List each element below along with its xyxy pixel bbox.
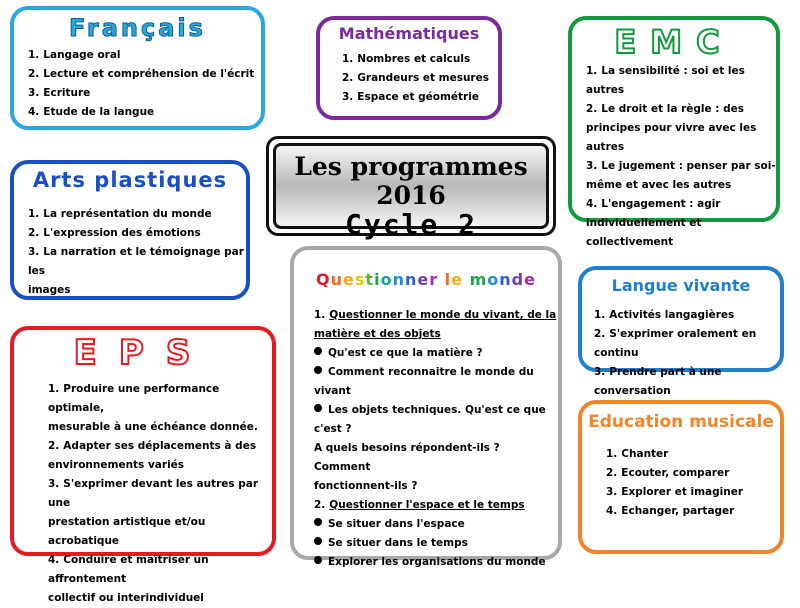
monde-title-letter: o [380, 270, 393, 289]
monde-title-letter: e [417, 270, 430, 289]
musique-list [606, 445, 780, 521]
monde-text: A quels besoins répondent-ils ? Comment fonctionnent-ils ? [314, 442, 500, 492]
list-item: 2. Lecture et compréhension de l'écrit [28, 68, 255, 80]
francais-list [28, 46, 261, 122]
monde-section-2: 2. Questionner l'espace et le temps [314, 499, 525, 511]
list-item: 2. S'exprimer oralement en continu [594, 328, 757, 359]
center-title-line1: Les programmes 2016 [294, 152, 528, 210]
bullet-icon [314, 556, 322, 564]
eps-list [48, 380, 272, 608]
list-item: 3. Espace et géométrie [342, 91, 479, 103]
arts-list [28, 205, 246, 300]
list-item: 1. Nombres et calculs [342, 53, 471, 65]
maths-box [316, 16, 502, 120]
list-item: 1. La sensibilité : soi et les autres [586, 65, 745, 96]
monde-title-letter: o [487, 270, 500, 289]
list-item: Comment reconnaitre le monde du vivant [314, 366, 534, 397]
center-title-line2: Cycle 2 [344, 208, 477, 241]
monde-title-letter: e [451, 270, 464, 289]
list-item: 1. Produire une performance optimale, mesurable à une échéance donnée. [48, 383, 258, 433]
monde-title-letter [438, 270, 445, 289]
list-item: 3. Le jugement : penser par soi- même et avec les autres [586, 160, 776, 191]
bullet-icon [314, 347, 322, 355]
monde-title-letter: d [511, 270, 525, 289]
monde-box [290, 246, 562, 568]
list-item: 2. Adapter ses déplacements à des environnements variés [48, 440, 257, 471]
list-item: Se situer dans l'espace [314, 515, 558, 534]
monde-title-letter: n [499, 270, 512, 289]
list-item: 1. Activités langagières [594, 309, 735, 321]
monde-title-letter: r [429, 270, 439, 289]
list-item: 2. L'expression des émotions [28, 227, 201, 239]
list-item: 3. Ecriture [28, 87, 91, 99]
monde-title-letter: i [374, 270, 381, 289]
list-item: 4. Etude de la langue [28, 106, 155, 118]
list-item: 4. L'engagement : agir individuellement et collectivement [586, 198, 721, 248]
bullet-icon [314, 537, 322, 545]
langue-list [594, 306, 780, 401]
eps-box [10, 326, 276, 604]
bullet-icon [314, 518, 322, 526]
langue-title: Langue vivante [611, 276, 751, 295]
monde-title-letter: s [354, 270, 366, 289]
list-item: 1. Chanter [606, 448, 669, 460]
bullet-icon [314, 404, 322, 412]
monde-title-letter [463, 270, 470, 289]
eps-title: EPS [73, 333, 213, 373]
monde-title-letter: e [524, 270, 536, 289]
bullet-icon [314, 366, 322, 374]
list-item: 2. Le droit et la règle : des principes pour vivre avec les autres [586, 103, 757, 153]
emc-list [586, 62, 776, 252]
francais-title: Français [69, 14, 206, 42]
list-item: Qu'est ce que la matière ? [314, 344, 558, 363]
maths-list [342, 50, 498, 107]
monde-title [294, 272, 558, 288]
arts-title: Arts plastiques [32, 168, 228, 192]
list-item: 3. S'exprimer devant les autres par une prestation artistique et/ou acrobatique [48, 478, 259, 547]
monde-title-letter: l [444, 270, 452, 289]
monde-title-letter: n [392, 270, 405, 289]
list-item: 3. La narration et le témoignage par les images [28, 246, 244, 296]
musique-box [578, 400, 784, 554]
list-item: 1. La représentation du monde [28, 208, 212, 220]
center-title-box [266, 136, 556, 241]
list-item: Explorer les organisations du monde [314, 553, 558, 572]
monde-title-letter: t [365, 270, 375, 289]
list-item: 1. Langage oral [28, 49, 121, 61]
monde-title-letter: Q [316, 270, 331, 289]
monde-title-letter: u [330, 270, 344, 289]
musique-title: Education musicale [588, 412, 774, 432]
monde-title-letter: n [404, 270, 418, 289]
emc-title: EMC [614, 23, 734, 61]
maths-title: Mathématiques [338, 24, 480, 43]
list-item: 3. Explorer et imaginer [606, 486, 744, 498]
monde-title-letter: m [469, 270, 488, 289]
monde-content [314, 306, 558, 572]
list-item: 2. Ecouter, comparer [606, 467, 730, 479]
monde-title-letter: e [343, 270, 355, 289]
francais-box [10, 6, 265, 130]
list-item: 4. Conduire et maîtriser un affrontement collectif ou interindividuel [48, 554, 209, 604]
monde-section-1: 1. Questionner le monde du vivant, de la matière et des objets [314, 309, 557, 340]
list-item: Se situer dans le temps [314, 534, 558, 553]
arts-box [10, 160, 250, 300]
langue-box [578, 266, 784, 397]
list-item: 4. Echanger, partager [606, 505, 735, 517]
list-item: Les objets techniques. Qu'est ce que c'est ? [314, 404, 546, 435]
emc-box [568, 16, 780, 248]
list-item: 3. Prendre part à une conversation [594, 366, 722, 397]
list-item: 2. Grandeurs et mesures [342, 72, 489, 84]
